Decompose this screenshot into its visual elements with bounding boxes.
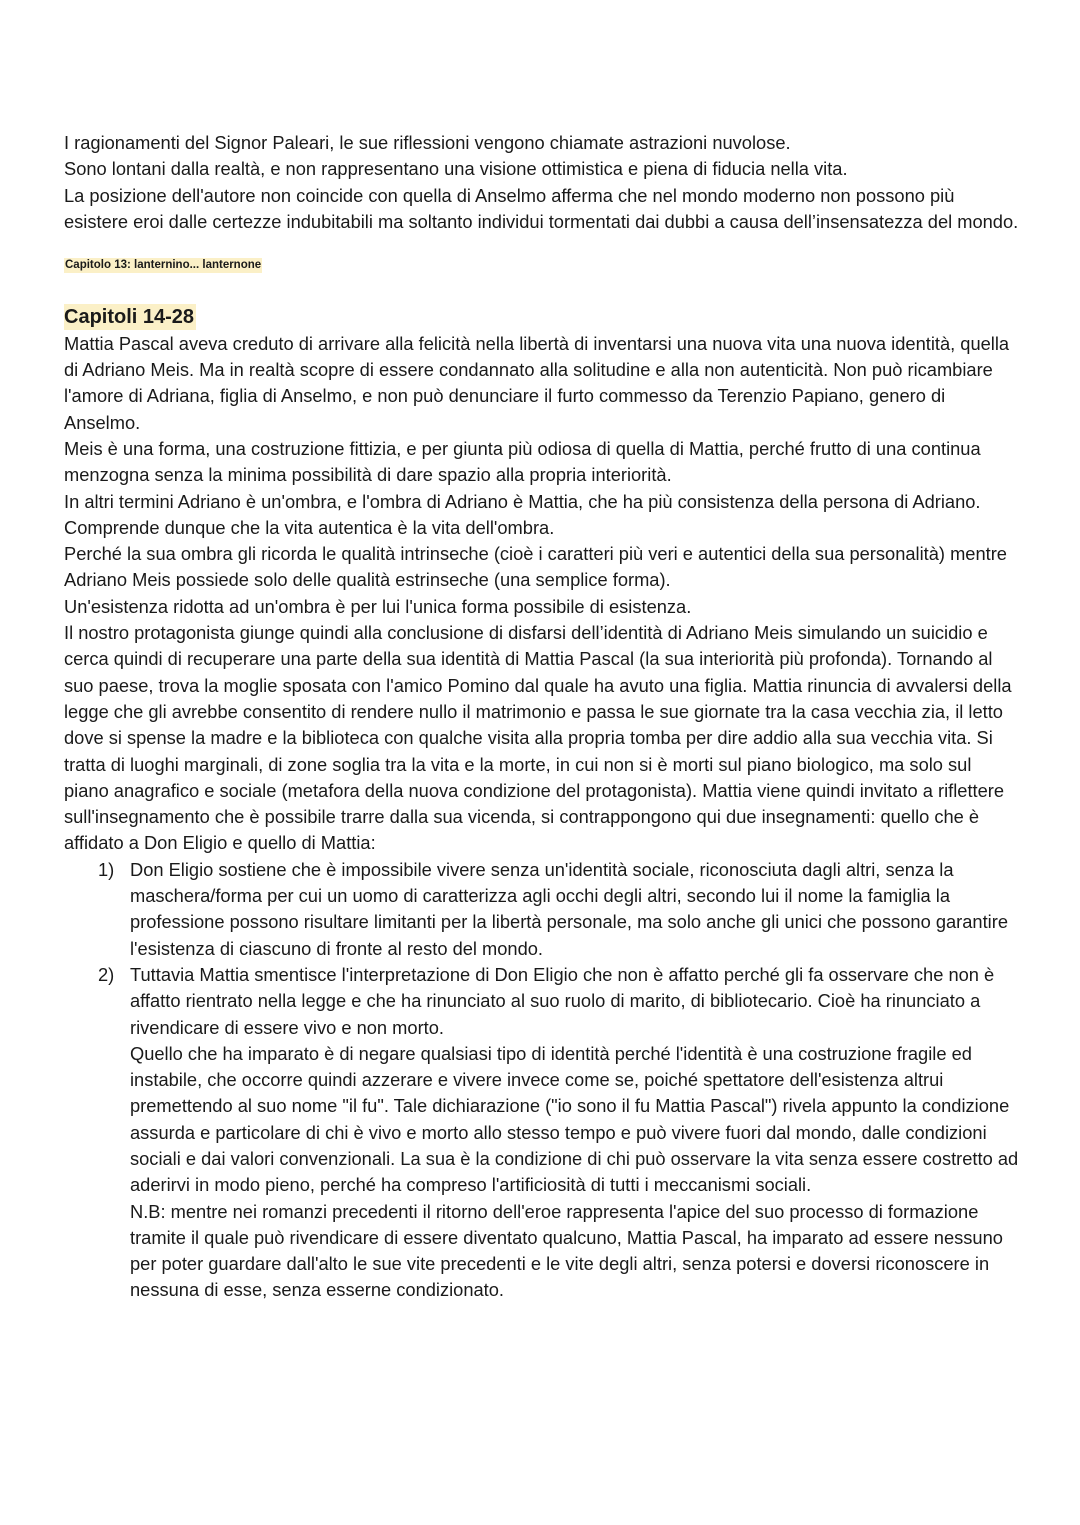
list-item (64, 962, 1020, 1304)
list-item-text: Quello che ha imparato è di negare qualsiasi tipo di identità perché l'identità è una costruzione fragile ed instabile, che occorre quindi azzerare e vivere invece come se, poiché spettatore dell'esistenza altrui premettendo al suo nome "il fu". Tale dichiarazione ("io sono il fu Mattia Pascal") rivela appunto la condizione assurda e particolare di chi è vivo e morto allo stesso tempo e può vivere fuori dal mondo, dalle condizioni sociali e dai valori convenzionali. La sua è la condizione di chi può osservare la vita senza essere costretto ad aderirvi in modo pieno, perché ha compreso l'artificiosità di tutti i meccanismi sociali. (130, 1042, 1019, 1196)
list-item-note: N.B: mentre nei romanzi precedenti il ritorno dell'eroe rappresenta l'apice del suo processo di formazione tramite il quale può rivendicare di essere diventato qualcuno, Mattia Pascal, ha imparato ad essere nessuno per poter guardare dall'alto le sue vite precedenti e le vite degli altri, senza potersi e doversi riconoscere in nessuna di esse, senza esserne condizionato. (130, 1200, 1003, 1301)
body-paragraph: Il nostro protagonista giunge quindi alla conclusione di disfarsi dell’identità di Adriano Meis simulando un suicidio e cerca quindi di recuperare una parte della sua identità di Mattia Pascal (la sua interiorità più profonda). Tornando al suo paese, trova la moglie sposata con l'amico Pomino dal quale ha avuto una figlia. Mattia rinuncia di avvalersi della legge che gli avrebbe consentito di rendere nullo il matrimonio e passa le sue giornate tra la casa vecchia zia, il letto dove si spense la madre e la biblioteca con qualche visita alla propria tomba per dire addio alla sua vecchia vita. Si tratta di luoghi marginali, di zone soglia tra la vita e la morte, in cui non si è morti sul piano biologico, ma solo sul piano anagrafico e sociale (metafora della nuova condizione del protagonista). Mattia viene quindi invitato a riflettere sull'insegnamento che è possibile trarre dalla sua vicenda, si contrappongono qui due insegnamenti: quello che è affidato a Don Eligio e quello di Mattia: (64, 622, 1012, 854)
intro-line: Sono lontani dalla realtà, e non rappresentano una visione ottimistica e piena di fiducia nella vita. (64, 158, 848, 180)
intro-section (64, 130, 1020, 235)
body-paragraph: Mattia Pascal aveva creduto di arrivare alla felicità nella libertà di inventarsi una nuova vita una nuova identità, quella di Adriano Meis. Ma in realtà scopre di essere condannato alla solitudine e alla non autenticità. Non può ricambiare l'amore di Adriana, figlia di Anselmo, e non può denunciare il furto commesso da Terenzio Papiano, genero di Anselmo. (64, 332, 1010, 433)
body-paragraph: Meis è una forma, una costruzione fittizia, e per giunta più odiosa di quella di Mattia, perché frutto di una continua menzogna senza la minima possibilità di dare spazio alla propria interiorità. (64, 437, 981, 486)
chapters-14-28-section (64, 275, 1020, 1303)
list-item (64, 857, 1020, 962)
chapters-14-28-heading: Capitoli 14-28 (64, 306, 195, 329)
chapter-13-section (64, 235, 1020, 275)
body-paragraph: In altri termini Adriano è un'ombra, e l'ombra di Adriano è Mattia, che ha più consistenza della persona di Adriano. Comprende dunque che la vita autentica è la vita dell'ombra. (64, 490, 981, 538)
chapter-13-heading: Capitolo 13: lanternino... lanternone (65, 259, 262, 272)
list-item-text: Don Eligio sostiene che è impossibile vivere senza un'identità sociale, riconosciuta dagli altri, senza la maschera/forma per cui un uomo di caratterizza agli occhi degli altri, secondo lui il nome la famiglia la professione possono risultare limitanti per la libertà personale, ma solo anche gli unici che possono garantire l'esistenza di ciascuno di fronte al resto del mondo. (130, 858, 1008, 959)
numbered-list (64, 857, 1020, 1304)
body-paragraph: Perché la sua ombra gli ricorda le qualità intrinseche (cioè i caratteri più veri e autentici della sua personalità) mentre Adriano Meis possiede solo delle qualità estrinseche (una semplice forma). (64, 543, 1007, 591)
body-paragraph: Un'esistenza ridotta ad un'ombra è per lui l'unica forma possibile di esistenza. (64, 595, 692, 617)
list-number: 1) (98, 858, 115, 880)
list-number: 2) (98, 963, 115, 985)
document-page (64, 130, 1020, 1304)
list-item-text: Tuttavia Mattia smentisce l'interpretazione di Don Eligio che non è affatto perché gli fa osservare che non è affatto rientrato nella legge e che ha rinunciato al suo ruolo di marito, di bibliotecario. Cioè ha rinunciato a rivendicare di essere vivo e non morto. (130, 963, 995, 1038)
intro-line: La posizione dell'autore non coincide con quella di Anselmo afferma che nel mondo moderno non possono più esistere eroi dalle certezze indubitabili ma soltanto individui tormentati dai dubbi a causa dell’insensatezza del mondo. (64, 184, 1019, 232)
intro-line: I ragionamenti del Signor Paleari, le sue riflessioni vengono chiamate astrazioni nuvolose. (64, 132, 791, 153)
